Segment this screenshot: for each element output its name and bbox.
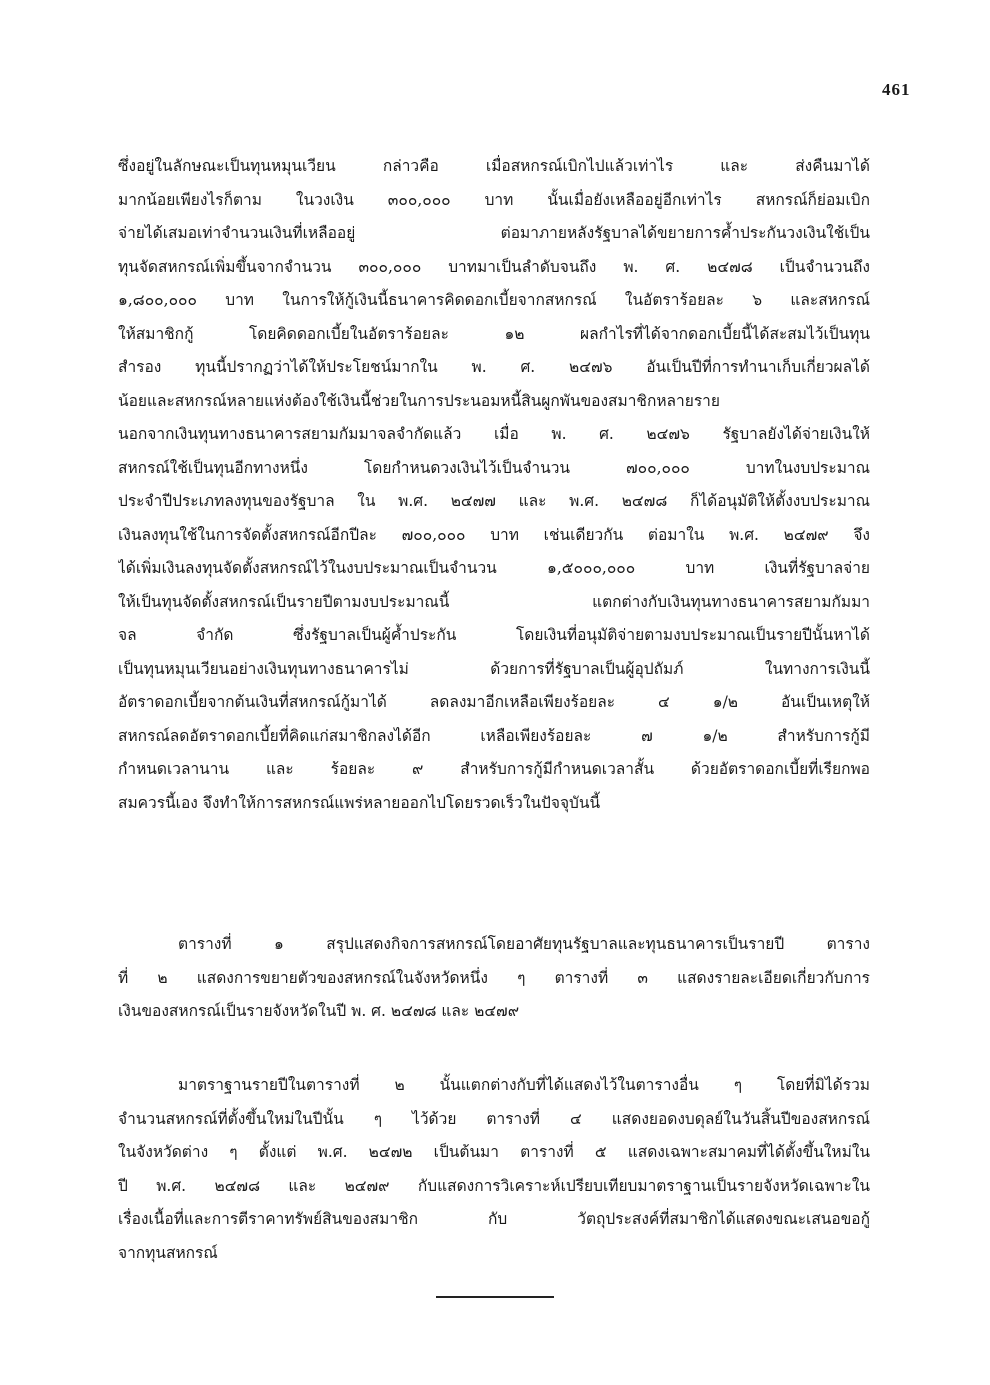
text-line: อัตราดอกเบี้ยจากต้นเงินที่สหกรณ์กู้มาได้ ลดลงมาอีกเหลือเพียงร้อยละ ๔ ๑/๒ อันเป็นเหตุให้ bbox=[118, 693, 870, 711]
text-line: เรื่องเนื้อที่และการตีราคาทรัพย์สินของสมาชิก กับ วัตถุประสงค์ที่สมาชิกได้แสดงขณะเสนอขอกู้ bbox=[118, 1210, 870, 1228]
section-end-rule bbox=[436, 1296, 554, 1298]
text-line: สหกรณ์ใช้เป็นทุนอีกทางหนึ่ง โดยกำหนดวงเงินไว้เป็นจำนวน ๗๐๐,๐๐๐ บาทในงบประมาณ bbox=[118, 458, 870, 477]
text-line: ซึ่งอยู่ในลักษณะเป็นทุนหมุนเวียน กล่าวคือ เมื่อสหกรณ์เบิกไปแล้วเท่าไร และ ส่งคืนมาได้ bbox=[118, 157, 870, 175]
text-line: ในจังหวัดต่าง ๆ ตั้งแต่ พ.ศ. ๒๔๗๒ เป็นต้นมา ตารางที่ ๕ แสดงเฉพาะสมาคมที่ได้ตั้งขึ้นใหม่ใน bbox=[118, 1143, 870, 1161]
text-line: เงินของสหกรณ์เป็นรายจังหวัดในปี พ. ศ. ๒๔๗๘ และ ๒๔๗๙ bbox=[118, 1002, 520, 1020]
text-line: สหกรณ์ลดอัตราดอกเบี้ยที่คิดแก่สมาชิกลงได้อีก เหลือเพียงร้อยละ ๗ ๑/๒ สำหรับการกู้มี bbox=[118, 726, 870, 745]
paragraph-funding-history bbox=[118, 150, 870, 820]
text-line: ปี พ.ศ. ๒๔๗๘ และ ๒๔๗๙ กับแสดงการวิเคราะห์เปรียบเทียบมาตราฐานเป็นรายจังหวัดเฉพาะใน bbox=[118, 1176, 870, 1195]
text-line: ๑,๘๐๐,๐๐๐ บาท ในการให้กู้เงินนี้ธนาคารคิดดอกเบี้ยจากสหกรณ์ ในอัตราร้อยละ ๖ และสหกรณ์ bbox=[118, 291, 870, 309]
text-line: จล จำกัด ซึ่งรัฐบาลเป็นผู้ค้ำประกัน โดยเงินที่อนุมัติจ่ายตามงบประมาณเป็นรายปีนั้นหาได้ bbox=[118, 626, 870, 644]
text-line: สมควรนี้เอง จึงทำให้การสหกรณ์แพร่หลายออกไปโดยรวดเร็วในปัจจุบันนี้ bbox=[118, 793, 601, 812]
text-line: ให้เป็นทุนจัดตั้งสหกรณ์เป็นรายปีตามงบประมาณนี้ แตกต่างกับเงินทุนทางธนาคารสยามกัมมา bbox=[118, 592, 870, 611]
text-line: ให้สมาชิกกู้ โดยคิดดอกเบี้ยในอัตราร้อยละ ๑๒ ผลกำไรที่ได้จากดอกเบี้ยนี้ได้สะสมไว้เป็นทุน bbox=[118, 324, 870, 343]
text-line: นอกจากเงินทุนทางธนาคารสยามกัมมาจลจำกัดแล้ว เมื่อ พ. ศ. ๒๔๗๖ รัฐบาลยังได้จ่ายเงินให้ bbox=[118, 425, 870, 443]
text-line: ตารางที่ ๑ สรุปแสดงกิจการสหกรณ์โดยอาศัยทุนรัฐบาลและทุนธนาคารเป็นรายปี ตาราง bbox=[178, 935, 870, 953]
text-line: กำหนดเวลานาน และ ร้อยละ ๙ สำหรับการกู้มีกำหนดเวลาสั้น ด้วยอัตราดอกเบี้ยที่เรียกพอ bbox=[118, 760, 870, 778]
paragraph-tables-2-5 bbox=[118, 1069, 870, 1270]
text-line: ประจำปีประเภทลงทุนของรัฐบาล ใน พ.ศ. ๒๔๗๗ และ พ.ศ. ๒๔๗๘ ก็ได้อนุมัติให้ตั้งงบประมาณ bbox=[118, 492, 870, 510]
text-line: เป็นทุนหมุนเวียนอย่างเงินทุนทางธนาคารไม่ ด้วยการที่รัฐบาลเป็นผู้อุปถัมภ์ ในทางการเงินนี้ bbox=[118, 659, 870, 678]
paragraph-tables-1-3 bbox=[118, 928, 870, 1029]
text-line: ทุนจัดสหกรณ์เพิ่มขึ้นจากจำนวน ๓๐๐,๐๐๐ บาทมาเป็นลำดับจนถึง พ. ศ. ๒๔๗๘ เป็นจำนวนถึง bbox=[118, 257, 870, 276]
text-line: ได้เพิ่มเงินลงทุนจัดตั้งสหกรณ์ไว้ในงบประมาณเป็นจำนวน ๑,๕๐๐๐,๐๐๐ บาท เงินที่รัฐบาลจ่าย bbox=[118, 559, 870, 577]
text-line: จ่ายได้เสมอเท่าจำนวนเงินที่เหลืออยู่ ต่อมาภายหลังรัฐบาลได้ขยายการค้ำประกันวงเงินใช้เป็น bbox=[118, 224, 870, 242]
text-line: น้อยและสหกรณ์หลายแห่งต้องใช้เงินนี้ช่วยในการประนอมหนี้สินผูกพันของสมาชิกหลายราย bbox=[118, 391, 720, 410]
text-line: มากน้อยเพียงไรก็ตาม ในวงเงิน ๓๐๐,๐๐๐ บาท นั้นเมื่อยังเหลืออยู่อีกเท่าไร สหกรณ์ก็ย่อมเบิก bbox=[118, 190, 870, 209]
text-line: จากทุนสหกรณ์ bbox=[118, 1243, 218, 1262]
text-line: จำนวนสหกรณ์ที่ตั้งขึ้นใหม่ในปีนั้น ๆ ไว้ด้วย ตารางที่ ๔ แสดงยอดงบดุลย์ในวันสิ้นปีของสหกรณ์ bbox=[118, 1109, 870, 1128]
text-line: เงินลงทุนใช้ในการจัดตั้งสหกรณ์อีกปีละ ๗๐๐,๐๐๐ บาท เช่นเดียวกัน ต่อมาใน พ.ศ. ๒๔๗๙ จึง bbox=[118, 525, 870, 544]
text-line: มาตราฐานรายปีในตารางที่ ๒ นั้นแตกต่างกับที่ได้แสดงไว้ในตารางอื่น ๆ โดยที่มิได้รวม bbox=[178, 1076, 870, 1094]
text-line: ที่ ๒ แสดงการขยายตัวของสหกรณ์ในจังหวัดหนึ่ง ๆ ตารางที่ ๓ แสดงรายละเอียดเกี่ยวกับการ bbox=[118, 968, 870, 987]
page-number: 461 bbox=[882, 80, 911, 99]
text-line: สำรอง ทุนนี้ปรากฏว่าได้ให้ประโยชน์มากใน พ. ศ. ๒๔๗๖ อันเป็นปีที่การทำนาเก็บเกี่ยวผลได้ bbox=[118, 358, 870, 376]
